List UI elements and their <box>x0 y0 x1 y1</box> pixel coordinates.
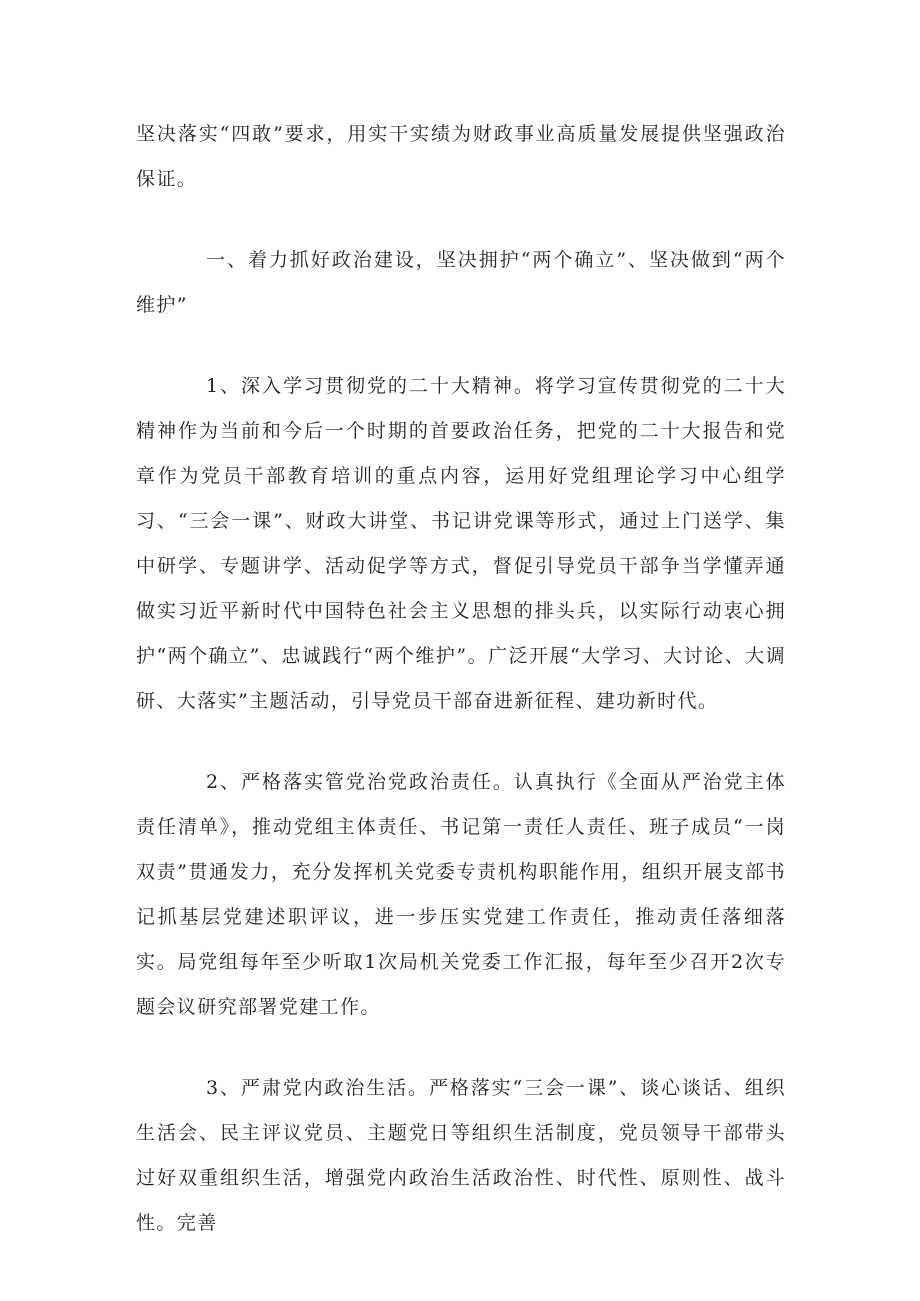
paragraph-item-1: 1、深入学习贯彻党的二十大精神。将学习宣传贯彻党的二十大精神作为当前和今后一个时期的首要政治任务，把党的二十大报告和党章作为党员干部教育培训的重点内容，运用好党组理论学习中心组学习、“三会一课”、财政大讲堂、书记讲党课等形式，通过上门送学、集中研学、专题讲学、活动促学等方式，督促引导党员干部争当学懂弄通做实习近平新时代中国特色社会主义思想的排头兵，以实际行动衷心拥护“两个确立”、忠诚践行“两个维护”。广泛开展“大学习、大讨论、大调研、大落实”主题活动，引导党员干部奋进新征程、建功新时代。 <box>136 375 786 712</box>
paragraph-item-3: 3、严肃党内政治生活。严格落实“三会一课”、谈心谈话、组织生活会、民主评议党员、主题党日等组织生活制度，党员领导干部带头过好双重组织生活，增强党内政治生活政治性、时代性、原则性、战斗性。完善 <box>136 1077 786 1234</box>
paragraph-gap <box>136 1030 786 1066</box>
section-heading: 一、着力抓好政治建设，坚决拥护“两个确立”、坚决做到“两个维护” <box>136 249 786 316</box>
paragraph-gap <box>136 328 786 364</box>
paragraph-intro-continuation: 坚决落实“四敢”要求，用实干实绩为财政事业高质量发展提供坚强政治保证。 <box>136 123 786 190</box>
document-body <box>136 112 786 1246</box>
paragraph-gap <box>136 202 786 238</box>
paragraph-gap <box>136 724 786 760</box>
paragraph-item-2: 2、严格落实管党治党政治责任。认真执行《全面从严治党主体责任清单》，推动党组主体责任、书记第一责任人责任、班子成员“一岗双责”贯通发力，充分发挥机关党委专责机构职能作用，组织开展支部书记抓基层党建述职评议，进一步压实党建工作责任，推动责任落细落实。局党组每年至少听取1次局机关党委工作汇报，每年至少召开2次专题会议研究部署党建工作。 <box>136 771 786 1018</box>
